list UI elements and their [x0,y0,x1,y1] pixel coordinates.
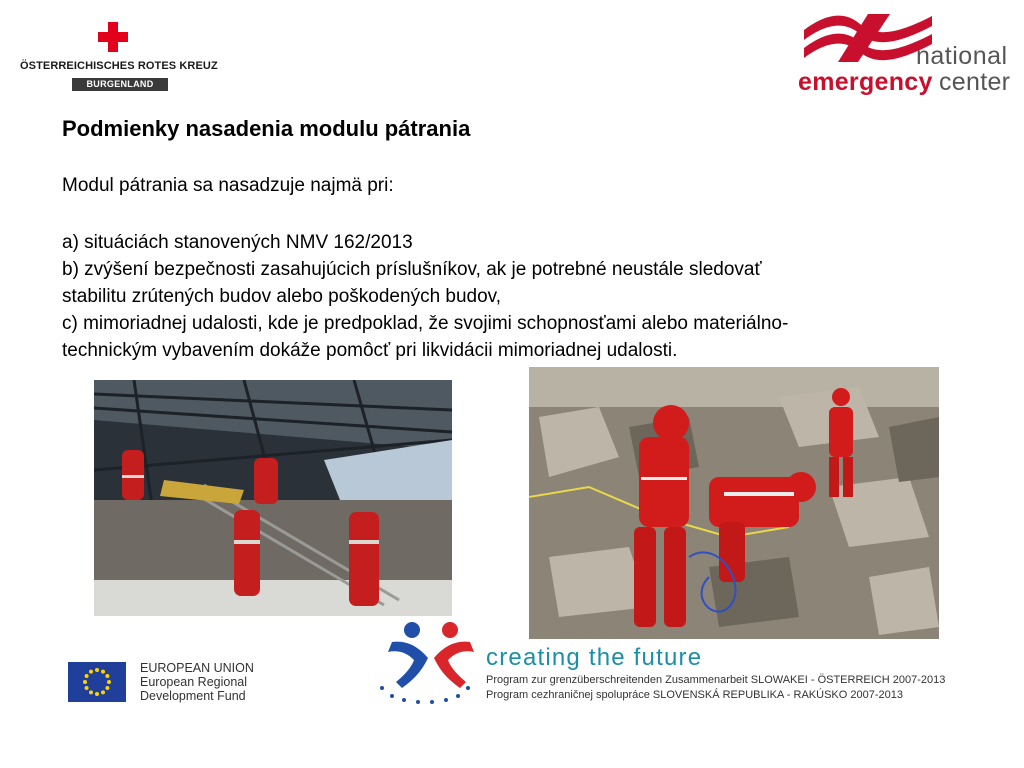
rescue-photo-rubble [529,367,939,639]
red-cross-icon [98,22,128,52]
list-item: c) mimoriadnej udalosti, kde je predpoklad, že svojimi schopnosťami alebo materiálno- [62,313,789,334]
eu-line-1: EUROPEAN UNION [140,661,254,675]
nec-center-label: center [939,68,1011,96]
list-item: stabilitu zrútených budov alebo poškodených budov, [62,286,502,307]
slide-intro: Modul pátrania sa nasadzuje najmä pri: [62,175,394,196]
eu-line-3: Development Fund [140,689,246,703]
list-item: b) zvýšení bezpečnosti zasahujúcich príslušníkov, ak je potrebné neustále sledovať [62,259,762,280]
red-cross-logo [20,22,218,94]
red-cross-region: BURGENLAND [72,78,168,91]
national-emergency-center-logo [796,8,1016,98]
list-item: a) situáciách stanovených NMV 162/2013 [62,232,413,253]
list-item: technickým vybavením dokáže pomôcť pri likvidácii mimoriadnej udalosti. [62,340,678,361]
programme-line-1: Program zur grenzüberschreitenden Zusammenarbeit SLOWAKEI - ÖSTERREICH 2007-2013 [486,674,946,686]
programme-line-2: Program cezhraničnej spolupráce SLOVENSKÁ REPUBLIKA - RAKÚSKO 2007-2013 [486,689,903,701]
slide-title: Podmienky nasadenia modulu pátrania [62,116,471,141]
eu-logo [68,662,258,706]
eu-line-2: European Regional [140,675,248,689]
programme-title: creating the future [486,644,703,671]
nec-emergency-label: emergency [798,68,933,96]
conditions-list [62,229,962,364]
eu-flag-icon [68,662,126,702]
red-cross-name: ÖSTERREICHISCHES ROTES KREUZ [20,60,218,72]
people-figures-icon [372,618,484,704]
rescue-photo-roof [94,380,452,616]
eu-text [140,661,254,703]
nec-national-label: national [916,42,1008,70]
creating-the-future-logo [372,618,972,708]
